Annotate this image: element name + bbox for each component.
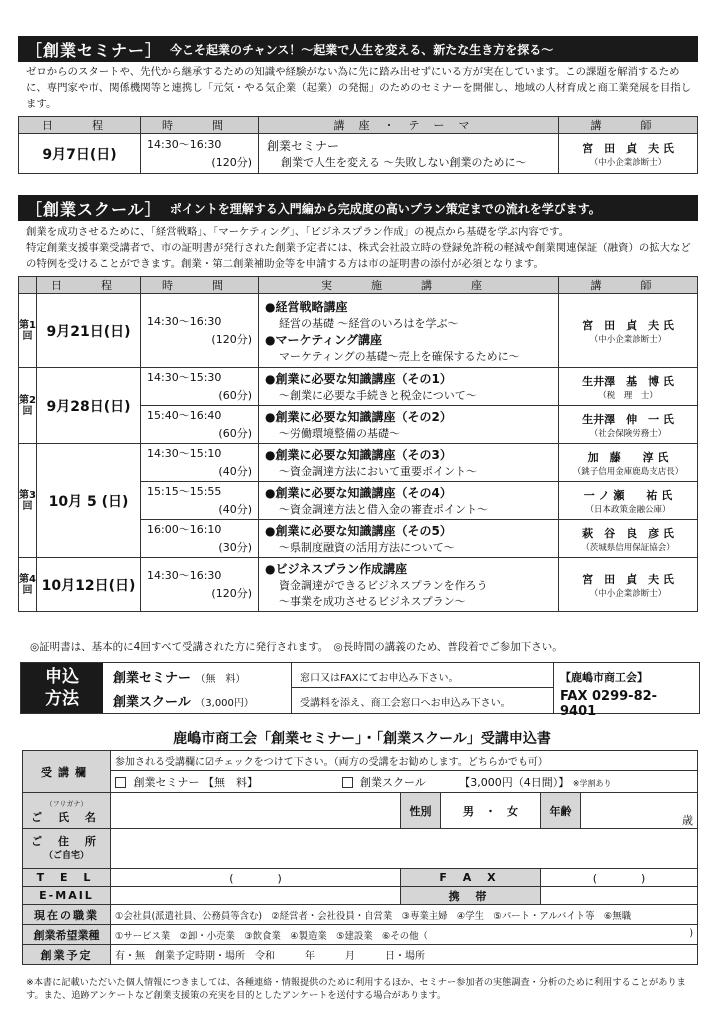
school-option-fee: 【3,000円（4日間）】 [459,775,570,789]
round-2a-lecturer: 生井澤 基 博 氏 [582,374,674,388]
round-2a-row [19,368,698,406]
seminar-lecturer-org: （中小企業診断士） [589,157,667,168]
round-1-time: 14:30～16:30 [147,314,222,328]
seminar-intro: ゼロからのスタートや、先代から継承するための知識や経験がない為に先に踏み出せずにいる方が実在しています。この課題を解消するために、専門家や市、関係機関等と連携し「元気・やる気企業（起業）の発掘」のためのセミナーを開催し、地域の人材育成と商工業発展を目指します。 [26,66,691,110]
round-4-lecturer-org: （中小企業診断士） [589,588,667,599]
seminar-time: 14:30～16:30 [147,137,222,151]
industry-cell[interactable] [111,925,698,945]
round-1-desc-1: 経営の基礎 ～経営のいろはを学ぶ～ [279,316,459,330]
tel-label: T E L [23,869,111,887]
apply-seminar-fee: （無 料） [195,674,246,685]
industry-options: ①サービス業 ②卸・小売業 ③飲食業 ④製造業 ⑤建設業 ⑥その他（ [115,930,428,942]
course-note: 参加される受講欄に☑チェックをつけて下さい。（両方の受講をお勧めします。どちらかでも可） [111,751,698,771]
round-4-lecturer: 宮 田 貞 夫 氏 [582,572,674,586]
round-1-row [19,294,698,368]
round-3c-title: ●創業に必要な知識講座（その5） [265,524,452,538]
th-time: 時 間 [141,117,259,134]
round-3a-lecturer-org: （銚子信用金庫鹿島支店長） [572,466,684,477]
school-subtitle: ポイントを理解する入門編から完成度の高いプラン策定までの流れを学びます。 [169,201,601,216]
mobile-label: 携 帯 [401,887,541,905]
round-3b-lecturer: 一 ノ 瀬 祐 氏 [583,488,673,502]
th-school-time: 時 間 [141,277,259,294]
apply-label [21,663,103,713]
round-3b-time: 15:15～15:55 [147,484,222,498]
round-2a-desc: ～創業に必要な手続きと税金について～ [279,389,477,402]
round-3c-duration: (30分) [218,540,252,554]
school-intro-1: 創業を成功させるために、「経営戦略」、「マーケティング」、「ビジネスプラン作成」の視点から基礎を学ぶ内容です。 [26,226,570,238]
seminar-date: 9月7日(日) [19,134,141,174]
round-2b-time: 15:40～16:40 [147,408,222,422]
school-option-note: ※学割あり [572,778,612,788]
round-3-label: 第3回 [19,444,37,558]
round-2-label: 第2回 [19,368,37,444]
round-4-duration: (120分) [211,586,252,600]
round-4-row [19,558,698,612]
email-field[interactable] [111,887,401,905]
round-1-lecturer: 宮 田 貞 夫 氏 [582,318,674,332]
round-3a-desc: ～資金調達方法において重要ポイント～ [279,465,477,478]
round-1-lecturer-org: （中小企業診断士） [589,334,667,345]
school-option: 創業スクール [360,775,426,789]
school-note: ◎証明書は、基本的に4回すべて受講された方に発行されます。 ◎長時間の講義のため、普段着でご参加下さい。 [30,641,563,653]
seminar-table [18,116,698,174]
industry-close: ) [689,927,693,939]
round-4-desc-2: ～事業を成功させるビジネスプラン～ [279,595,466,608]
job-options[interactable]: ①会社員(派遣社員、公務員等含む) ②経営者・会社役員・自営業 ③専業主婦 ④学生 ⑤パート・アルバイト等 ⑥無職 [111,905,698,925]
industry-label: 創業希望業種 [23,925,111,945]
round-3b-lecturer-org: （日本政策金融公庫） [585,504,671,515]
address-label-text: ご 住 所 [31,834,102,848]
tel-field[interactable]: ( ) [111,869,401,887]
round-4-title: ●ビジネスプラン作成講座 [265,562,408,576]
address-label [23,829,111,869]
round-3a-time: 14:30～15:10 [147,446,222,460]
th-school-date: 日 程 [37,277,141,294]
round-3-date: 10月 5 (日) [37,444,141,558]
course-label: 受講欄 [23,751,111,793]
address-label-sub: （ご自宅） [43,850,89,861]
application-form [22,750,698,965]
sex-field[interactable]: 男 ・ 女 [441,793,541,829]
round-2b-title: ●創業に必要な知識講座（その2） [265,410,452,424]
round-2a-time: 14:30～15:30 [147,370,222,384]
round-3b-duration: (40分) [218,502,252,516]
seminar-time-cell [141,134,259,174]
round-3a-lecturer: 加 藤 淳 氏 [587,450,669,464]
round-2a-lecturer-org: （税 理 士） [598,390,658,401]
round-2a-duration: (60分) [218,388,252,402]
round-2b-desc: ～労働環境整備の基礎～ [279,427,400,440]
round-1-duration: (120分) [211,332,252,346]
job-label: 現在の職業 [23,905,111,925]
apply-org: 【鹿嶋市商工会】 [560,671,648,684]
seminar-subtitle: 今こそ起業のチャンス！～起業で人生を変える、新たな生き方を探る～ [170,42,554,57]
school-checkbox[interactable] [342,777,353,788]
apply-school-how: 受講料を添え、商工会窓口へお申込み下さい。 [291,688,553,713]
seminar-theme-cell [259,134,559,174]
apply-school: 創業スクール [113,695,191,710]
apply-school-fee: （3,000円） [195,698,254,709]
seminar-duration: (120分) [211,155,252,169]
round-2b-lecturer: 生井澤 伸 一 氏 [582,412,674,426]
apply-label-1: 申込 [45,667,79,687]
round-1-title-1: ●経営戦略講座 [265,299,348,314]
apply-seminar-how: 窓口又はFAXにてお申込み下さい。 [291,663,553,688]
seminar-lecturer: 宮 田 貞 夫 氏 [582,141,674,155]
th-school-lecturer: 講 師 [559,277,698,294]
age-field[interactable] [581,793,698,829]
fax-field[interactable]: ( ) [541,869,698,887]
mobile-field[interactable] [541,887,698,905]
privacy-note: ※本書に記載いただいた個人情報につきましては、各種連絡・情報提供のために利用するほか、セミナー参加者の実態調査・分析のために利用することがあります。また、追跡アンケートなど創業支援策の充実を目的としたアンケートを送付する場合があります。 [26,977,686,1001]
address-field[interactable] [111,829,698,869]
round-3a-title: ●創業に必要な知識講座（その3） [265,448,452,462]
plan-field[interactable]: 有・無 創業予定時期・場所 令和 年 月 日・場所 [111,945,698,965]
apply-box [20,662,700,719]
round-3a-duration: (40分) [218,464,252,478]
seminar-option: 創業セミナー 【無 料】 [133,775,258,789]
round-2b-lecturer-org: （社会保険労務士） [589,428,667,439]
round-4-label: 第4回 [19,558,37,612]
seminar-checkbox[interactable] [115,777,126,788]
name-label-text: ご 氏 名 [31,810,102,824]
apply-fax: FAX 0299-82-9401 [560,689,658,719]
age-unit: 歳 [682,814,693,827]
round-2b-duration: (60分) [218,426,252,440]
apply-label-2: 方法 [45,689,79,709]
seminar-header [18,36,698,62]
name-field[interactable] [111,793,401,829]
th-date: 日 程 [19,117,141,134]
round-3c-time: 16:00～16:10 [147,522,222,536]
school-header [18,195,698,221]
seminar-tag: ［創業セミナー］ [26,40,163,60]
round-3c-lecturer-org: （茨城県信用保証協会） [581,542,675,553]
school-intro-2: 特定創業支援事業受講者で、市の証明書が発行された創業予定者には、株式会社設立時の登録免許税の軽減や創業関連保証（融資）の拡大などの特例を受けることができます。創業・第二創業補助金等を申請する方は市の証明書の添付が必須となります。 [26,242,691,270]
plan-label: 創業予定 [23,945,111,965]
apply-seminar: 創業セミナー [113,671,192,686]
round-4-time: 14:30～16:30 [147,568,222,582]
seminar-lecturer-cell [559,134,698,174]
school-tag: ［創業スクール］ [26,199,162,219]
th-school-course: 実 施 講 座 [259,277,559,294]
round-3b-title: ●創業に必要な知識講座（その4） [265,486,452,500]
email-label: E-MAIL [23,887,111,905]
furigana-label: （フリガナ） [45,799,88,808]
round-2a-title: ●創業に必要な知識講座（その1） [265,372,452,386]
round-3c-desc: ～県制度融資の活用方法について～ [279,541,455,554]
round-4-desc-1: 資金調達ができるビジネスプランを作ろう [279,579,488,592]
seminar-theme-desc: 創業で人生を変える ～失敗しない創業のために～ [281,156,527,169]
round-1-date: 9月21日(日) [37,294,141,368]
round-4-date: 10月12日(日) [37,558,141,612]
sex-label: 性別 [401,793,441,829]
school-table [18,276,698,612]
round-1-desc-2: マーケティングの基礎～売上を確保するために～ [279,349,520,363]
th-theme: 講座・テーマ [259,117,559,134]
round-1-label: 第1回 [19,294,37,368]
form-title: 鹿嶋市商工会「創業セミナー」・「創業スクール」受講申込書 [173,731,551,747]
round-3a-row [19,444,698,482]
th-lecturer: 講 師 [559,117,698,134]
age-label: 年齢 [541,793,581,829]
name-label [23,793,111,829]
round-2-date: 9月28日(日) [37,368,141,444]
round-3b-desc: ～資金調達方法と借入金の審査ポイント～ [279,503,488,516]
seminar-theme: 創業セミナー [267,139,340,153]
fax-label: F A X [401,869,541,887]
round-3c-lecturer: 萩 谷 良 彦 氏 [582,526,674,540]
round-1-title-2: ●マーケティング講座 [265,332,383,347]
